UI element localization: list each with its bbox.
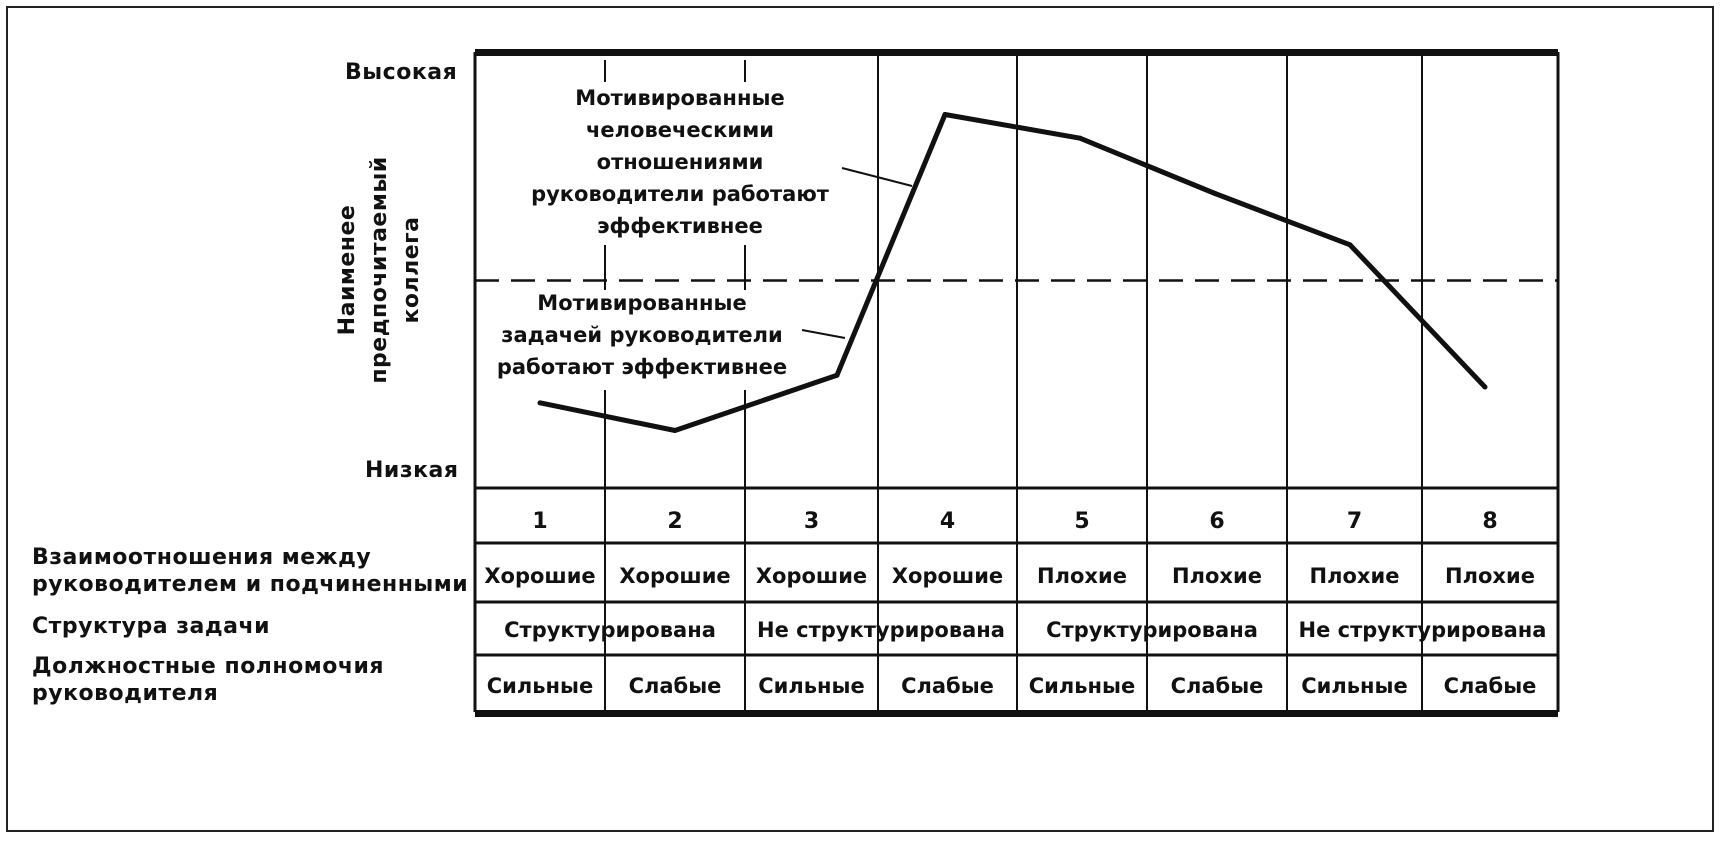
situation-number: 2 bbox=[667, 509, 683, 534]
relations-annotation-line: Мотивированные bbox=[575, 86, 785, 110]
task-annotation-line: работают эффективнее bbox=[496, 355, 788, 379]
power-cell: Слабые bbox=[628, 674, 722, 698]
relations-annotation-line: эффективнее bbox=[597, 214, 763, 238]
power-cell: Сильные bbox=[758, 674, 865, 698]
task-annotation-line: Мотивированные bbox=[537, 291, 747, 315]
task-structure-cell: Структурирована bbox=[1046, 618, 1258, 642]
y-axis-title-line3: коллега bbox=[399, 216, 424, 324]
curve-point bbox=[1078, 136, 1083, 141]
row-label-task-structure: Структура задачи bbox=[32, 614, 271, 639]
relations-cell: Хорошие bbox=[755, 564, 868, 588]
curve-point bbox=[1483, 385, 1488, 390]
curve-point bbox=[673, 428, 678, 433]
relations-cell: Плохие bbox=[1445, 564, 1535, 588]
y-axis-title-line2: предпочитаемый bbox=[367, 156, 392, 384]
y-high-label: Высокая bbox=[345, 60, 458, 85]
row-label-relations-1: Взаимоотношения между bbox=[32, 545, 372, 570]
relations-cell: Хорошие bbox=[619, 564, 731, 588]
task-leader-line bbox=[802, 330, 845, 338]
power-cell: Сильные bbox=[1301, 674, 1408, 698]
situation-number: 6 bbox=[1209, 509, 1225, 534]
relations-cell: Плохие bbox=[1172, 564, 1262, 588]
situation-number: 3 bbox=[803, 509, 820, 534]
relations-cell: Хорошие bbox=[484, 564, 596, 588]
curve-point bbox=[1348, 242, 1353, 247]
power-cell: Слабые bbox=[901, 674, 994, 698]
situation-number: 4 bbox=[939, 509, 956, 534]
power-cell: Сильные bbox=[1028, 674, 1136, 698]
curve-point bbox=[538, 400, 543, 405]
task-annotation-line: задачей руководители bbox=[501, 323, 783, 347]
relations-annotation-line: отношениями bbox=[596, 150, 764, 174]
curve-point bbox=[1213, 191, 1218, 196]
row-label-power-1: Должностные полномочия bbox=[32, 654, 384, 679]
task-structure-cell: Структурирована bbox=[504, 618, 716, 642]
annotation-layer bbox=[497, 86, 912, 379]
task-structure-cell: Не структурирована bbox=[757, 618, 1005, 642]
relations-cell: Плохие bbox=[1309, 564, 1400, 588]
relations-annotation-line: руководители работают bbox=[531, 182, 829, 206]
relations-cell: Хорошие bbox=[891, 564, 1004, 588]
situation-number: 5 bbox=[1074, 509, 1090, 534]
situation-number: 8 bbox=[1482, 509, 1498, 534]
curve-point bbox=[943, 112, 948, 117]
power-cell: Слабые bbox=[1443, 674, 1537, 698]
curve-point bbox=[835, 373, 840, 378]
y-axis-title-line1: Наименее bbox=[335, 204, 360, 336]
relations-cell: Плохие bbox=[1037, 564, 1127, 588]
relations-annotation-line: человеческими bbox=[586, 118, 774, 142]
row-label-power-2: руководителя bbox=[32, 681, 219, 706]
situation-number: 1 bbox=[532, 509, 548, 534]
power-cell: Слабые bbox=[1170, 674, 1264, 698]
row-label-relations-2: руководителем и подчиненными bbox=[32, 572, 469, 597]
y-low-label: Низкая bbox=[365, 458, 459, 483]
task-structure-cell: Не структурирована bbox=[1298, 618, 1547, 642]
situation-number: 7 bbox=[1346, 509, 1363, 534]
power-cell: Сильные bbox=[486, 674, 594, 698]
